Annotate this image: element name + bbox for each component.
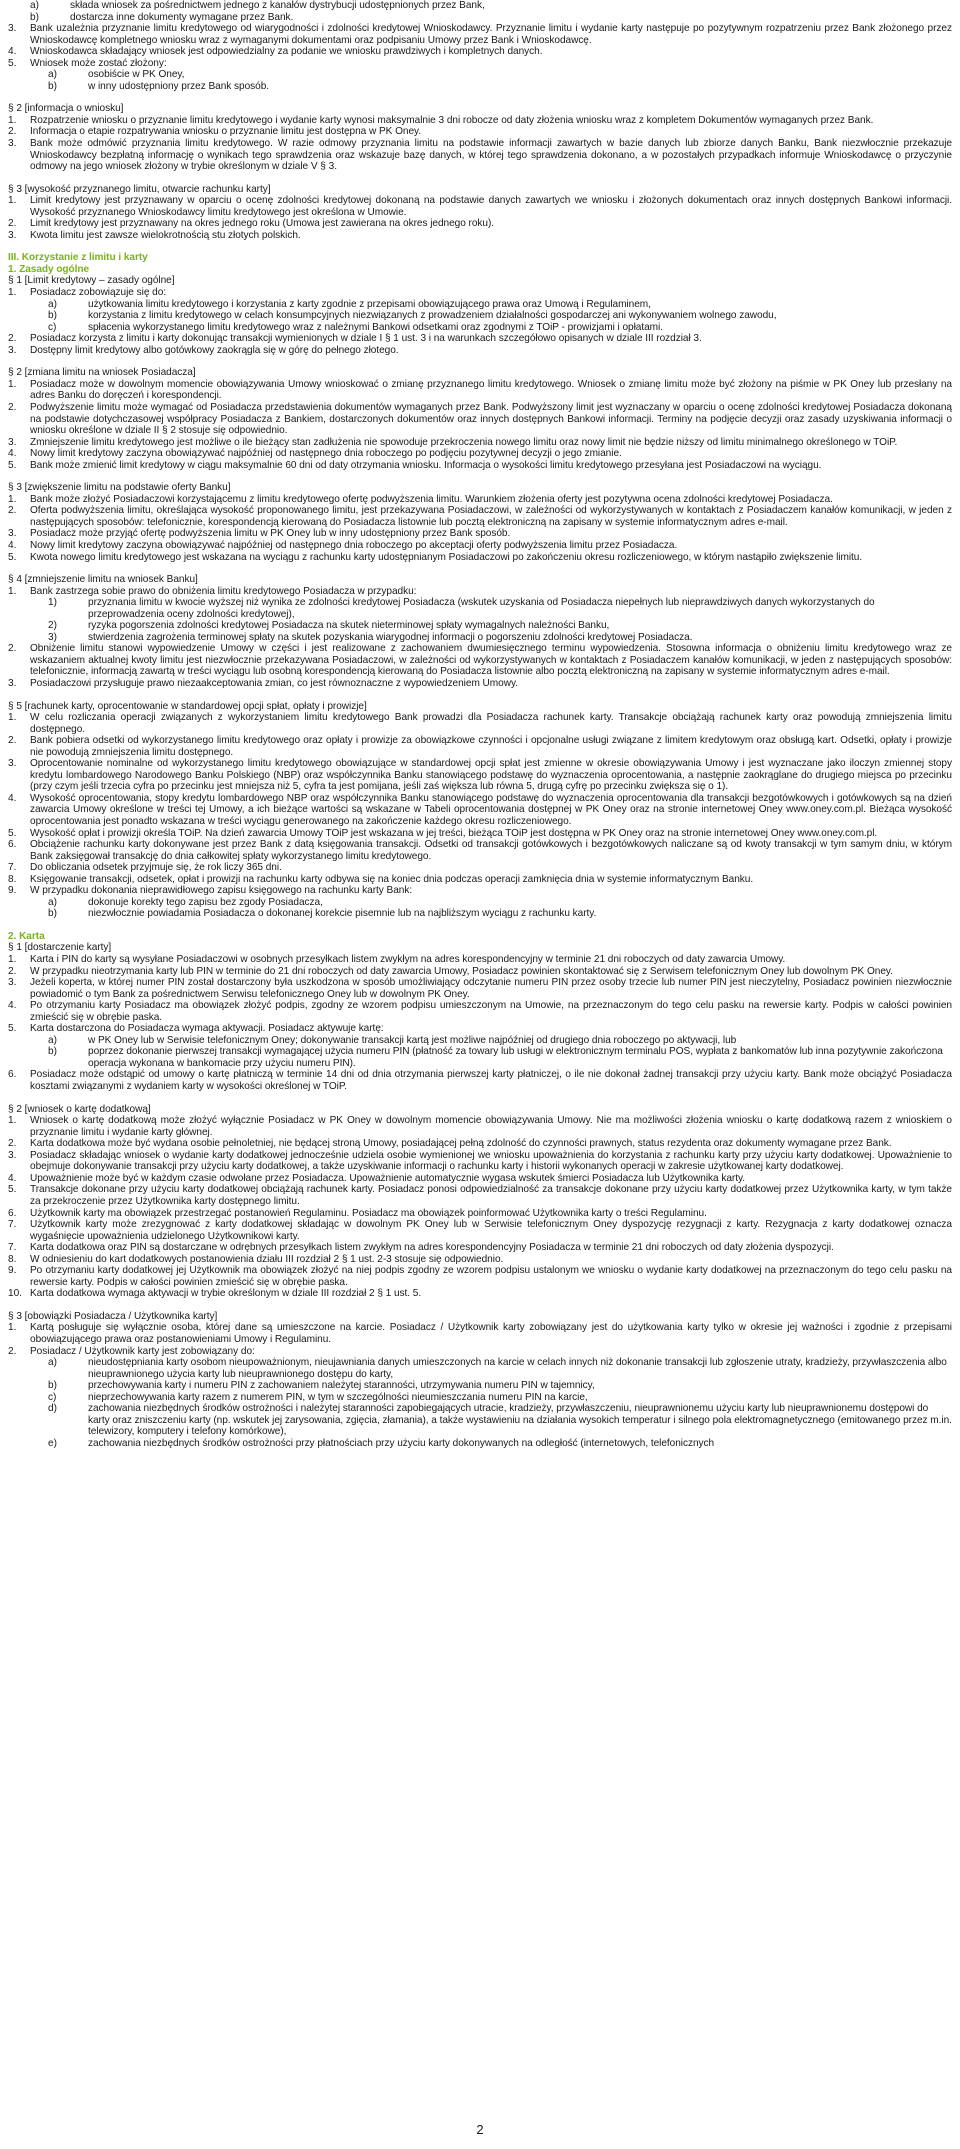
item-text: Obciążenie rachunku karty dokonywane jest przez Bank z datą księgowania transakcji. Odsetki od transakcji gotówkowych i bezgotówkowych naliczane są od kwoty transakcji w tym samym dniu, w którym Bank zaksięgował transakcję do dnia całkowitej spłaty wykorzystanego limitu kredytowego. [30,839,952,862]
item-number: 1. [8,378,17,390]
list-item [8,1173,952,1185]
sub-item [8,897,952,909]
item-text: Posiadacz może w dowolnym momencie obowiązywania Umowy wnioskować o zmianę przyznanego limitu kredytowego. Wniosek o zmianę limitu może być złożony na piśmie w PK Oney lub przesłany na adres Banku do doręczeń i korespondencji. [30,378,952,402]
sub-item-text: dokonuje korekty tego zapisu bez zgody Posiadacza, [88,896,323,908]
list-item [8,126,952,138]
item-number: 5. [8,459,17,471]
chapter-title: 1. Zasady ogólne [8,263,90,275]
item-text: Oferta podwyższenia limitu, określająca wysokość proponowanego limitu, jest przekazywana Posiadaczowi, w zależności od wykorzystywanych w kontaktach z Posiadaczem kanałów komunikacji, w jeden z następujących sposobów: telefonicznie, korespondencją kierowaną do Posiadacza listownie lub pocztą elektroniczną na zapisany w systemie informatycznym adres e-mail. [30,505,952,528]
item-text: Do obliczania odsetek przyjmuje się, że rok liczy 365 dni. [30,862,282,874]
c1-section-5 [8,701,952,920]
item-number: 1. [8,712,17,724]
sub-item-letter: b) [48,908,57,920]
list-item [8,1115,952,1138]
sub-item-letter: a) [48,896,57,908]
sub-item-text: stwierdzenia zagrożenia terminowej spłaty na skutek pozyskania wiarygodnej informacji o pogorszeniu zdolności kredytowej Posiadacza. [88,631,693,643]
item-number: 5. [8,1023,17,1035]
item-text: Posiadaczowi przysługuje prawo niezaakceptowania zmian, co jest równoznaczne z wypowiedzeniem Umowy. [30,677,518,689]
list-item [8,977,952,1000]
list-item [8,540,952,552]
sub-item-text: w inny udostępniony przez Bank sposób. [88,80,270,92]
sub-item-letter: a) [48,298,57,310]
item-text: Informacja o etapie rozpatrywania wniosku o przyznanie limitu jest dostępna w PK Oney. [30,126,422,138]
item-number: 7. [8,1242,17,1254]
item-number: 2. [8,1345,17,1357]
sub-item [8,1403,952,1438]
sub-item [8,1035,952,1047]
list-item [8,23,952,46]
item-number: 2. [8,401,17,413]
sub-item [8,310,952,322]
item-text: Posiadacz składając wniosek o wydanie karty dodatkowej jednocześnie udziela osobie wymienionej we wniosku upoważnienia do korzystania z rachunku karty przy użyciu karty dodatkowej. Upoważnienie to obejmuje dokonywanie transakcji przy użyciu karty dodatkowej, a także uzyskiwanie informacji o rachunku karty i historii wykonanych operacji w zakresie użytkowanej karty dodatkowej. [30,1149,952,1173]
section-3 [8,184,952,242]
item-text: W przypadku dokonania nieprawidłowego zapisu księgowego na rachunku karty Bank: [30,885,413,897]
item-number: 2. [8,505,17,517]
sub-item [8,632,952,644]
item-text: Posiadacz zobowiązuje się do: [30,287,167,299]
sub-item [8,1438,952,1450]
sub-item-text: spłacenia wykorzystanego limitu kredytowego wraz z należnymi Bankowi odsetkami oraz zgodnymi z TOiP - prowizjami i opłatami. [88,321,663,333]
sub-item [8,81,952,93]
list-item [8,586,952,598]
list-item [8,345,952,357]
list-item [8,1265,952,1288]
sub-item [8,12,952,24]
sub-item-letter: a) [48,69,57,81]
list-item [8,712,952,735]
list-item [8,1346,952,1358]
item-number: 4. [8,1000,17,1012]
sub-item-letter: c) [48,321,57,333]
item-text: Oprocentowanie nominalne od wykorzystanego limitu kredytowego obowiązujące w standardowej opcji spłat jest zmienne w okresie obowiązywania Umowy i jest wyznaczane jako iloczyn zmiennej stopy kredytu lombardowego Narodowego Banku Polskiego (NBP) oraz współczynnika Banku stanowiącego podstawę do wyznaczenia oprocentowania, a następnie zaokrąglane do drugiego miejsca po przecinku (przy czym jeśli trzecia cyfra po przecinku jest mniejsza niż 5, cyfra ta jest pomijana, jeśli zaś większa lub równa 5, drugą cyfrę po przecinku zwiększa się o 1). [30,758,952,793]
list-item [8,1242,952,1254]
list-item [8,1069,952,1092]
sub-item [8,0,952,12]
item-text: Bank zastrzega sobie prawo do obniżenia limitu kredytowego Posiadacza w przypadku: [30,585,417,597]
sub-item-letter: c) [48,1391,57,1403]
sub-item-letter: a) [30,0,39,11]
list-item [8,448,952,460]
item-number: 1. [8,195,17,207]
item-number: 3. [8,138,17,150]
item-text: Jeżeli koperta, w której numer PIN został dostarczony była uszkodzona w sposób umożliwiający odczytanie numeru PIN przez osoby trzecie lub numer PIN jest nieczytelny, Posiadacz powinien niezwłocznie powiadomić o tym Bank za pośrednictwem Serwisu telefonicznego Oney lub w dowolnym PK Oney. [30,977,952,1000]
item-number: 6. [8,1069,17,1081]
item-number: 2. [8,965,17,977]
sub-item [8,299,952,311]
section-heading: § 3 [obowiązki Posiadacza / Użytkownika karty] [8,1310,218,1322]
item-text: Bank może odmówić przyznania limitu kredytowego. W razie odmowy przyznania limitu na podstawie informacji zawartych w bazie danych lub zbiorze danych Banku, Bank niezwłocznie przekazuje Wnioskodawcy bezpłatną informację o wynikach tego sprawdzenia oraz wskazuje bazę danych, w której tego sprawdzenia dokonano, a w pozostałych przypadkach informuje Wnioskodawcę o przyczynie odmowy na jego wniosek złożony w trybie określonym w dziale V § 3. [30,138,952,173]
list-item [8,1219,952,1242]
sub-item-text: niezwłocznie powiadamia Posiadacza o dokonanej korekcie pisemnie lub na najbliższym wyciągu z rachunku karty. [88,908,597,920]
item-text: Bank może zmienić limit kredytowy w ciągu maksymalnie 60 dni od daty otrzymania wniosku. Informacja o wysokości limitu kredytowego przesyłana jest Posiadaczowi na wyciągu. [30,459,822,471]
item-number: 3. [8,23,17,35]
item-text: Wysokość opłat i prowizji określa TOiP. Na dzień zawarcia Umowy TOiP jest wskazana w jej treści, bieżąca TOiP jest dostępna w PK Oney oraz na stronie internetowej Oney www.oney.com.pl. [30,827,878,839]
sub-item-letter: a) [48,1034,57,1046]
item-number: 1. [8,114,17,126]
list-item [8,839,952,862]
item-number: 2. [8,333,17,345]
list-item [8,643,952,678]
section-heading: § 2 [informacja o wniosku] [8,103,124,115]
sub-item [8,597,952,620]
sub-item-text: korzystania z limitu kredytowego w celach konsumpcyjnych niezwiązanych z prowadzeniem działalności gospodarczej ani wykonywaniem wolnego zawodu, [88,310,777,322]
item-number: 7. [8,1219,17,1231]
item-text: Zmniejszenie limitu kredytowego jest możliwe o ile bieżący stan zadłużenia nie spowoduje przekroczenia nowego limitu oraz nowy limit nie będzie niższy od limitu minimalnego określonego w TOiP. [30,436,898,448]
sub-item-text: nieudostępniania karty osobom nieupoważnionym, nieujawniania danych umieszczonych na karcie w celach innych niż dokonanie transakcji lub zgłoszenie utraty, kradzieży, przywłaszczenia albo nieuprawnionego użycia karty lub nieuprawnionego dostępu do karty, [88,1357,947,1380]
item-text: Posiadacz korzysta z limitu i karty dokonując transakcji wymienionych w dziale I § 1 ust. 3 i na warunkach szczegółowo opisanych w dziale III rozdział 3. [30,333,702,345]
c1-section-2 [8,367,952,471]
item-number: 5. [8,57,17,69]
item-text: Kartą posługuje się wyłącznie osoba, której dane są umieszczone na karcie. Posiadacz / Użytkownik karty zobowiązany jest do użytkowania karty tylko w okresie jej ważności i zgodnie z przepisami obowiązującego prawa oraz postanowieniami Umowy i Regulaminu. [30,1322,952,1345]
item-text: W przypadku nieotrzymania karty lub PIN w terminie do 21 dni roboczych od daty zawarcia Umowy, Posiadacz powinien skontaktować się z Serwisem telefonicznym Oney lub dowolnym PK Oney. [30,965,893,977]
item-number: 8. [8,1253,17,1265]
item-number: 3. [8,436,17,448]
sub-item-letter: b) [48,1046,57,1058]
item-number: 4. [8,46,17,58]
sub-item-letter: b) [48,310,57,322]
sub-item-text: zachowania niezbędnych środków ostrożności i należytej staranności zapobiegających utracie, kradzieży, przywłaszczeniu, nieuprawnionemu użyciu karty lub nieuprawnionemu dostępowi do karty oraz zniszczeniu karty (np. wskutek jej zarysowania, zgięcia, złamania), a także wystawieniu na działania wysokich temperatur i silnego pola elektromagnetycznego (emitowanego przez m.in. telewizory, komputery i telefony komórkowe), [88,1403,952,1438]
item-text: Rozpatrzenie wniosku o przyznanie limitu kredytowego i wydanie karty wynosi maksymalnie 3 dni robocze od daty złożenia wniosku wraz z kompletem Dokumentów wymaganych przez Bank. [30,114,874,126]
section-heading: § 4 [zmniejszenie limitu na wniosek Banku] [8,574,198,586]
item-text: Wysokość oprocentowania, stopy kredytu lombardowego NBP oraz współczynnika Banku stanowiącego podstawę do wyznaczenia oprocentowania dla transakcji bezgotówkowych i gotówkowych są na dzień zawarcia Umowy określone w treści tej Umowy, a ich bieżące wartości są wskazane w Tabeli oprocentowania dostępnej w PK Oney oraz na stronie internetowej Oney www.oney.com.pl. Bieżąca wysokość oprocentowania jest ponadto wskazana w treści wyciągu generowanego na zakończenie każdego okresu rozliczeniowego. [30,792,952,827]
section-heading: § 2 [wniosek o kartę dodatkową] [8,1103,151,1115]
c1-section-4 [8,574,952,689]
part-3 [8,252,952,356]
list-item [8,58,952,70]
list-item [8,1184,952,1207]
sub-item-text: składa wniosek za pośrednictwem jednego z kanałów dystrybucji udostępnionych przez Bank, [70,0,485,11]
item-number: 7. [8,862,17,874]
list-item [8,1254,952,1266]
item-text: Posiadacz może odstąpić od umowy o kartę płatniczą w terminie 14 dni od dnia otrzymania pierwszej karty płatniczej, o ile nie dokonał żadnej transakcji przy użyciu karty. Bank może obciążyć Posiadacza kosztami związanymi z wydaniem karty w wysokości określonej w TOiP. [30,1069,952,1093]
list-item [8,793,952,828]
item-text: Limit kredytowy jest przyznawany w oparciu o ocenę zdolności kredytowej dokonaną na podstawie danych zawartych we wniosku i złożonych dokumentach oraz innych dostępnych Bankowi informacji. Wysokość przyznanego Wnioskodawcy limitu kredytowego jest określona w Umowie. [30,195,952,218]
item-text: Księgowanie transakcji, odsetek, opłat i prowizji na rachunku karty odbywa się na koniec dnia podczas operacji zamknięcia dnia w systemie informatycznym Banku. [30,873,754,885]
item-number: 1. [8,1115,17,1127]
page-number: 2 [476,2122,484,2137]
item-number: 3. [8,1149,17,1161]
item-text: Podwyższenie limitu może wymagać od Posiadacza przedstawienia dokumentów wymaganych przez Bank. Podwyższony limit jest wyznaczany w oparciu o ocenę zdolności kredytowej Posiadacza dokonaną na podstawie dotychczasowej współpracy Posiadacza z Bankiem, dostarczonych dokumentów oraz innych dostępnych Bankowi informacji. Terminy na podjęcie decyzji oraz zasady uzyskiwania informacji o wniosku określone w dziale II § 2 stosuje się odpowiednio. [30,401,952,437]
item-text: Obniżenie limitu stanowi wypowiedzenie Umowy w części i jest realizowane z zachowaniem dwumiesięcznego terminu wypowiedzenia. Stosowna informacja o obniżeniu limitu kredytowego wraz ze wskazaniem aktualnej kwoty limitu jest niezwłocznie przekazywana Posiadaczowi, w zależności od wykorzystywanych w kontaktach z Posiadaczem kanałów komunikacji, w jeden z następujących sposobów: telefonicznie, informacją zawartą w treści wyciągu lub osobną korespondencją kierowaną do Posiadacza listownie albo pocztą elektroniczną na zapisany w systemie informatycznym adres e-mail. [30,643,952,678]
list-item [8,828,952,840]
item-text: Karta i PIN do karty są wysyłane Posiadaczowi w osobnych przesyłkach listem zwykłym na adres korespondencyjny w terminie 21 dni roboczych od daty zawarcia Umowy. [30,954,786,966]
part-title: III. Korzystanie z limitu i karty [8,252,148,264]
item-text: Posiadacz / Użytkownik karty jest zobowiązany do: [30,1345,255,1357]
section-heading: § 5 [rachunek karty, oprocentowanie w standardowej opcji spłat, opłaty i prowizje] [8,700,367,712]
list-item [8,437,952,449]
item-text: Wniosek o kartę dodatkową może złożyć wyłącznie Posiadacz w PK Oney w dowolnym momencie obowiązywania Umowy. Nie ma możliwości złożenia wniosku o kartę dodatkową razem z wnioskiem o przyznanie limitu i wydanie karty głównej. [30,1115,952,1138]
item-text: Użytkownik karty może zrezygnować z karty dodatkowej składając w dowolnym PK Oney lub w Serwisie telefonicznym Oney dyspozycję rezygnacji z karty. Rezygnacja z karty dodatkowej oznacza wygaśnięcie upoważnienia udzielonego Użytkownikowi karty. [30,1219,952,1242]
item-text: Nowy limit kredytowy zaczyna obowiązywać najpóźniej od następnego dnia roboczego po podjęciu pozytywnej decyzji o jego zmianie. [30,448,622,460]
item-text: Limit kredytowy jest przyznawany na okres jednego roku (Umowa jest zawierana na okres jednego roku). [30,218,495,230]
item-text: Posiadacz może przyjąć ofertę podwyższenia limitu w PK Oney lub w inny udostępniony przez Bank sposób. [30,528,511,540]
item-number: 2. [8,218,17,230]
sub-item-text: zachowania niezbędnych środków ostrożności przy płatnościach przy użyciu karty dokonywanych na odległość (internetowych, telefonicznych [88,1437,715,1449]
item-number: 1. [8,954,17,966]
item-text: Bank może złożyć Posiadaczowi korzystającemu z limitu kredytowego ofertę podwyższenia limitu. Warunkiem złożenia oferty jest pozytywna ocena zdolności kredytowej Posiadacza. [30,493,833,505]
list-item [8,1023,952,1035]
c2-section-2 [8,1104,952,1300]
item-number: 2. [8,126,17,138]
c2-section-3 [8,1311,952,1450]
item-text: Dostępny limit kredytowy albo gotówkowy zaokrągla się w górę do pełnego złotego. [30,344,399,356]
sub-item-text: ryzyka pogorszenia zdolności kredytowej Posiadacza na skutek nieterminowej spłaty wymagalnych należności Banku, [88,620,610,632]
list-item [8,402,952,437]
item-number: 5. [8,1184,17,1196]
list-item [8,460,952,472]
item-text: Po otrzymaniu karty Posiadacz ma obowiązek złożyć podpis, zgodny ze wzorem podpisu umieszczonym na Umowie, na przeznaczonym do tego celu pasku na rewersie karty. Podpis w całości powinien zmieścić się w obrębie paska. [30,1000,952,1023]
sub-item-letter: e) [48,1437,57,1449]
section-2 [8,103,952,172]
sub-item [8,1380,952,1392]
item-number: 3. [8,677,17,689]
item-number: 3. [8,229,17,241]
sub-item-letter: a) [48,1357,57,1369]
list-item [8,1000,952,1023]
item-text: Bank uzależnia przyznanie limitu kredytowego od wiarygodności i zdolności kredytowej Wnioskodawcy. Przyznanie limitu i wydanie karty następuje po pozytywnym rozpatrzeniu przez Bank złożonego przez Wnioskodawcę kompletnego wniosku wraz z wymaganymi dokumentami oraz podpisaniu Umowy przez Bank i Wnioskodawcę. [30,23,952,46]
section-heading: § 3 [wysokość przyznanego limitu, otwarcie rachunku karty] [8,183,271,195]
sub-item [8,69,952,81]
item-number: 5. [8,827,17,839]
item-text: Nowy limit kredytowy zaczyna obowiązywać najpóźniej od następnego dnia roboczego po akceptacji oferty podwyższenia limitu przez Posiadacza. [30,539,678,551]
sub-item [8,908,952,920]
item-number: 4. [8,792,17,804]
list-item [8,115,952,127]
list-item [8,862,952,874]
item-number: 9. [8,885,17,897]
sub-item [8,1046,952,1069]
sub-item-text: użytkowania limitu kredytowego i korzystania z karty zgodnie z przepisami obowiązującego prawa oraz Umową i Regulaminem, [88,298,651,310]
sub-item [8,620,952,632]
item-number: 2. [8,1138,17,1150]
list-item [8,874,952,886]
item-text: Bank pobiera odsetki od wykorzystanego limitu kredytowego oraz opłaty i prowizje za obowiązkowe czynności i opcjonalne usługi związane z limitem kredytowym oraz obsługą kart. Odsetki, opłaty i prowizje nie powodują zmniejszenia limitu dostępnego. [30,735,952,758]
item-number: 2. [8,735,17,747]
list-item [8,287,952,299]
sub-item-text: nieprzechowywania karty razem z numerem PIN, w tym w szczególności nieumieszczania numeru PIN na karcie, [88,1391,588,1403]
section-heading: § 1 [dostarczenie karty] [8,942,112,954]
chapter-2 [8,931,952,1093]
list-item [8,758,952,793]
list-item [8,218,952,230]
list-item [8,46,952,58]
item-text: Transakcje dokonane przy użyciu karty dodatkowej obciążają rachunek karty. Posiadacz ponosi odpowiedzialność za transakcje dokonane przy użyciu karty dodatkowej przez Użytkownika karty, w tym także za przekroczenie przez Użytkownika karty dostępnego limitu. [30,1184,952,1207]
list-item [8,528,952,540]
item-text: Karta dodatkowa wymaga aktywacji w trybie określonym w dziale III rozdział 2 § 1 ust. 5. [30,1288,422,1300]
item-text: Kwota limitu jest zawsze wielokrotnością stu złotych polskich. [30,229,301,241]
item-number: 4. [8,1172,17,1184]
list-item [8,735,952,758]
item-number: 5. [8,551,17,563]
list-item [8,966,952,978]
list-item [8,1208,952,1220]
sub-item-letter: b) [48,80,57,92]
item-number: 1. [8,287,17,299]
list-item [8,552,952,564]
sub-item [8,1357,952,1380]
list-item [8,333,952,345]
item-text: Karta dostarczona do Posiadacza wymaga aktywacji. Posiadacz aktywuje kartę: [30,1023,384,1035]
sub-item-text: poprzez dokonanie pierwszej transakcji wymagającej użycia numeru PIN (płatność za towary lub usługi w elektronicznym terminalu POS, wypłata z bankomatów lub inna pozytywnie zakończona operacja wykonana w bankomacie przy użyciu numeru PIN). [88,1046,943,1069]
item-number: 9. [8,1265,17,1277]
list-item [8,379,952,402]
sub-item [8,1392,952,1404]
section-heading: § 3 [zwiększenie limitu na podstawie oferty Banku] [8,482,231,494]
item-text: Karta dodatkowa może być wydana osobie pełnoletniej, nie będącej stroną Umowy, posiadającej pełną zdolność do czynności prawnych, status rezydenta oraz dokumenty wymagane przez Bank. [30,1138,892,1150]
c1-section-3 [8,482,952,563]
item-number: 3. [8,344,17,356]
item-number: 4. [8,448,17,460]
item-number: 6. [8,1207,17,1219]
list-item [8,1322,952,1345]
list-item [8,494,952,506]
sub-item-letter: b) [48,1380,57,1392]
list-item [8,1138,952,1150]
item-text: Karta dodatkowa oraz PIN są dostarczane w odrębnych przesyłkach listem zwykłym na adres korespondencyjny Posiadacza w terminie 21 dni roboczych od daty złożenia dyspozycji. [30,1242,834,1254]
list-item [8,954,952,966]
sub-item-text: w PK Oney lub w Serwisie telefonicznym Oney; dokonywanie transakcji kartą jest możliwe najpóźniej od drugiego dnia roboczego po aktywacji, lub [88,1034,737,1046]
chapter-title: 2. Karta [8,930,45,942]
list-item [8,230,952,242]
item-number: 4. [8,539,17,551]
sub-item-letter: 2) [48,620,57,632]
item-number: 1. [8,585,17,597]
item-number: 10. [8,1288,22,1300]
section-heading: § 1 [Limit kredytowy – zasady ogólne] [8,275,175,287]
item-number: 1. [8,493,17,505]
list-item [8,678,952,690]
list-item [8,1288,952,1300]
section-heading: § 2 [zmiana limitu na wniosek Posiadacza] [8,367,196,379]
list-item [8,1150,952,1173]
list-item [8,505,952,528]
item-number: 1. [8,1322,17,1334]
item-number: 3. [8,758,17,770]
sub-item-letter: 1) [48,597,57,609]
sub-item-text: przechowywania karty i numeru PIN z zachowaniem należytej staranności, utrzymywania numeru PIN w tajemnicy, [88,1380,595,1392]
list-item [8,138,952,173]
sub-item-text: dostarcza inne dokumenty wymagane przez Bank. [70,11,294,23]
sub-item-text: przyznania limitu w kwocie wyższej niż wynika ze zdolności kredytowej Posiadacza (wskutek uzyskania od Posiadacza niepełnych lub nieprawdziwych danych wykorzystanych do przeprowadzenia oceny zdolności kredytowej), [88,597,875,620]
item-number: 8. [8,873,17,885]
list-item [8,885,952,897]
sub-item-letter: d) [48,1403,57,1415]
item-text: Wnioskodawca składający wniosek jest odpowiedzialny za podanie we wniosku prawdziwych i kompletnych danych. [30,46,543,58]
top-list [8,0,952,23]
item-text: Po otrzymaniu karty dodatkowej jej Użytkownik ma obowiązek złożyć na niej podpis zgodny ze wzorem podpisu ustalonym we wniosku o wydanie karty dodatkowej na przeznaczonym do tego celu pasku na rewersie karty. Podpis w całości powinien zmieścić się w obrębie paska. [30,1265,952,1288]
item-number: 6. [8,839,17,851]
sub-item-letter: b) [30,11,39,23]
sub-item-letter: 3) [48,631,57,643]
list-item [8,195,952,218]
intro-points [8,23,952,92]
item-text: W celu rozliczania operacji związanych z wykorzystaniem limitu kredytowego Bank prowadzi dla Posiadacza rachunek karty. Transakcje obciążają rachunek karty oraz powodują zmniejszenia limitu dostępnego. [30,712,952,735]
item-text: Kwota nowego limitu kredytowego jest wskazana na wyciągu z rachunku karty udostępnianym Posiadaczowi po zakończeniu okresu rozliczeniowego, w którym nastąpiło zwiększenie limitu. [30,551,863,563]
item-number: 2. [8,643,17,655]
item-number: 3. [8,528,17,540]
item-text: Użytkownik karty ma obowiązek przestrzegać postanowień Regulaminu. Posiadacz ma obowiązek poinformować Użytkownika karty o treści Regulaminu. [30,1207,707,1219]
item-text: W odniesieniu do kart dodatkowych postanowienia działu III rozdział 2 § 1 ust. 2-3 stosuje się odpowiednio. [30,1253,504,1265]
sub-item-text: osobiście w PK Oney, [88,69,185,81]
item-text: Upoważnienie może być w każdym czasie odwołane przez Posiadacza. Upoważnienie automatycznie wygasa wskutek śmierci Posiadacza lub Użytkownika karty. [30,1172,746,1184]
sub-item [8,322,952,334]
item-number: 3. [8,977,17,989]
item-text: Wniosek może zostać złożony: [30,57,167,69]
